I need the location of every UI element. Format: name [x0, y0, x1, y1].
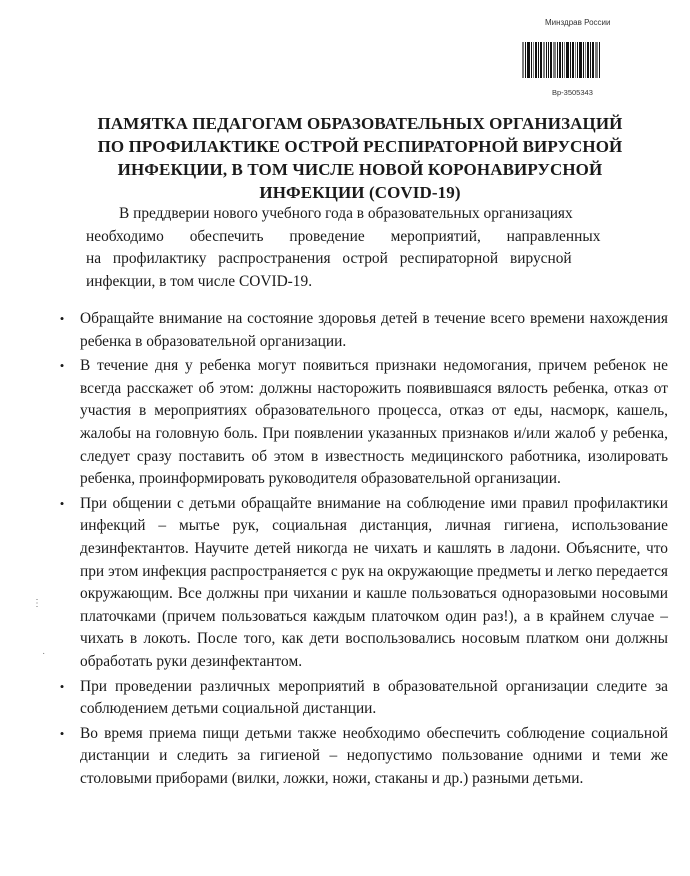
barcode-bar — [577, 42, 578, 78]
barcode-bar — [525, 42, 526, 78]
intro-line: на профилактику распространения острой респираторной вирусной — [86, 250, 572, 267]
barcode-bar — [527, 42, 530, 78]
bullet-icon: • — [59, 725, 65, 741]
list-item-text: При проведении различных мероприятий в образовательной организации следите за соблюдением детьми социальной дистанции. — [80, 677, 668, 718]
ministry-label: Минздрав России — [545, 18, 611, 27]
bullet-icon: • — [59, 311, 65, 326]
title-line: ПАМЯТКА ПЕДАГОГАМ ОБРАЗОВАТЕЛЬНЫХ ОРГАНИЗАЦИЙ — [97, 114, 623, 133]
barcode-bar — [550, 42, 552, 78]
scan-mark: ˙ — [42, 652, 46, 663]
intro-line: В преддверии нового учебного года в образовательных организациях — [119, 205, 573, 222]
barcode-bar — [585, 42, 586, 78]
barcode-bar — [531, 42, 532, 78]
barcode-bar — [557, 42, 558, 78]
barcode-bar — [579, 42, 582, 78]
bullet-icon: • — [59, 358, 65, 374]
intro-line: необходимо обеспечить проведение мероприятий, направленных — [86, 227, 601, 245]
barcode-bar — [522, 42, 524, 78]
list-item-text: В течение дня у ребенка могут появиться признаки недомогания, причем ребенок не всегда расскажет об этом: должны насторожить появившаяся вялость ребенка, отказ от участия в мероприятиях образовательного процесса, отказ от еды, насморк, кашель, жалобы на головную боль. При появлении указанных признаков и/или жалоб у ребенка, следует сразу поставить об этом в известность медицинского работника, изолировать ребенка, проинформировать руководителя образовательной организации. — [80, 357, 668, 488]
barcode-bar — [587, 42, 589, 78]
bullet-icon: • — [59, 678, 65, 694]
intro-paragraph — [86, 203, 658, 293]
list-item-text: Во время приема пищи детьми также необходимо обеспечить соблюдение социальной дистанции и следить за гигиеной – недопустимо пользование одними и теми же столовыми приборами (вилки, ложки, ножи, стаканы и др.) разными детьми. — [80, 724, 668, 787]
barcode-bar — [538, 42, 539, 78]
list-item — [56, 355, 668, 491]
barcode-bar — [562, 42, 563, 78]
barcode-bar — [564, 42, 565, 78]
document-number: Вр-3505343 — [552, 88, 593, 97]
intro-line: инфекции, в том числе COVID-19. — [86, 272, 313, 290]
barcode-bar — [599, 42, 600, 78]
barcode-bar — [543, 42, 545, 78]
barcode-bar — [559, 42, 561, 78]
barcode-icon — [522, 42, 600, 78]
barcode-bar — [566, 42, 569, 78]
barcode-bar — [546, 42, 547, 78]
barcode-bar — [595, 42, 598, 78]
recommendations-list — [56, 308, 668, 792]
barcode-bar — [592, 42, 594, 78]
list-item — [56, 493, 668, 674]
title-line: ПО ПРОФИЛАКТИКЕ ОСТРОЙ РЕСПИРАТОРНОЙ ВИРУСНОЙ — [97, 137, 623, 156]
barcode-bar — [590, 42, 591, 78]
list-item-text: Обращайте внимание на состояние здоровья детей в течение всего времени нахождения ребенка в образовательной организации. — [80, 310, 668, 350]
scan-mark: ⋮ — [32, 598, 42, 609]
document-title — [40, 112, 680, 204]
barcode-bar — [575, 42, 577, 78]
title-line: ИНФЕКЦИИ, В ТОМ ЧИСЛЕ НОВОЙ КОРОНАВИРУСНОЙ — [117, 160, 603, 179]
bullet-icon: • — [59, 495, 65, 511]
barcode-bar — [570, 42, 571, 78]
barcode-bar — [572, 42, 574, 78]
list-item-text: При общении с детьми обращайте внимание на соблюдение ими правил профилактики инфекций – мытье рук, социальная дистанция, личная гигиена, использование дезинфектантов. Научите детей никогда не чихать и кашлять в ладони. Объясните, что при этом инфекция распространяется с рук на окружающие предметы и легко передается окружающим. Все должны при чихании и кашле пользоваться одноразовыми носовыми платочками (причем пользоваться каждым платочком один раз!), а в крайнем случае – чихать в локоть. После того, как дети воспользовались носовым платком они должны обработать руки дезинфектантом. — [80, 494, 668, 670]
barcode-bar — [533, 42, 534, 78]
list-item — [56, 676, 668, 721]
barcode-bar — [553, 42, 556, 78]
barcode-bar — [548, 42, 549, 78]
title-line: ИНФЕКЦИИ (COVID-19) — [259, 183, 461, 202]
barcode-bar — [583, 42, 584, 78]
list-item — [56, 723, 668, 791]
barcode-bar — [540, 42, 543, 78]
barcode-bar — [535, 42, 537, 78]
list-item — [56, 308, 668, 353]
